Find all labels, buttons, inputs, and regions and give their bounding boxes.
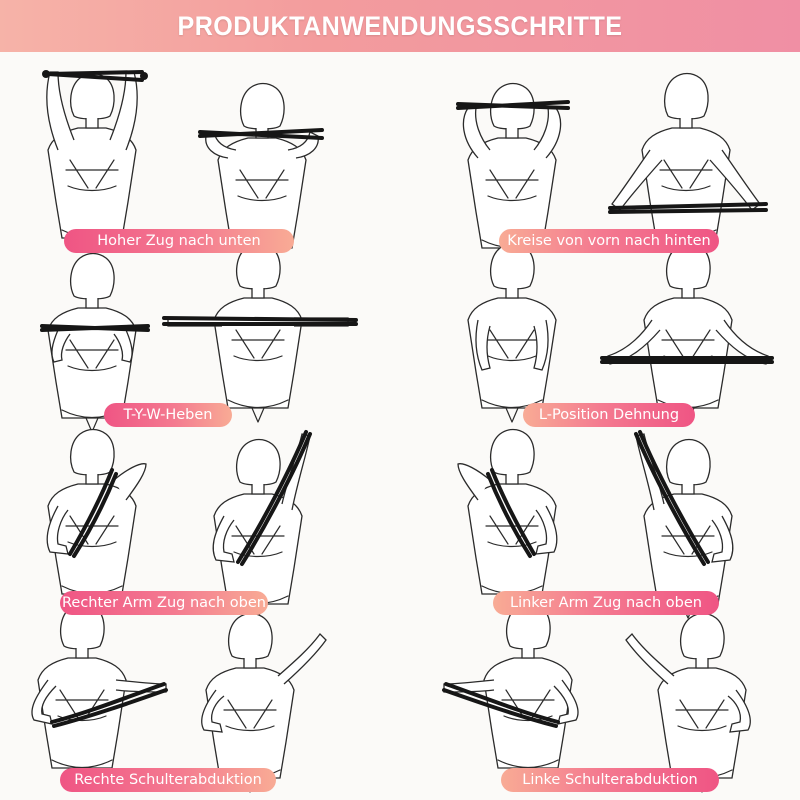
figure-left-shoulder-abduction-2 [626, 614, 750, 793]
figure-tyw-raise-2 [164, 244, 356, 423]
figure-circles-front-back-2 [610, 74, 766, 253]
figure-l-position-stretch-2 [602, 244, 772, 423]
figure-left-shoulder-abduction-1 [444, 604, 578, 783]
figure-right-arm-pull-up-1 [47, 430, 146, 609]
exercise-label-circles-front-back: Kreise von vorn nach hinten [499, 229, 719, 253]
figure-right-shoulder-abduction-1 [32, 604, 166, 783]
exercise-label-left-arm-pull-up: Linker Arm Zug nach oben [493, 591, 719, 615]
exercise-label-right-arm-pull-up: Rechter Arm Zug nach oben [60, 591, 268, 615]
page-title: PRODUKTANWENDUNGSSCHRITTE [177, 10, 623, 41]
figure-right-shoulder-abduction-2 [202, 614, 326, 793]
exercise-label-l-position-stretch: L-Position Dehnung [523, 403, 695, 427]
exercise-label-left-shoulder-abduction: Linke Schulterabduktion [501, 768, 719, 792]
figure-left-arm-pull-up-1 [458, 430, 557, 609]
exercise-label-tyw-raise: T-Y-W-Heben [104, 403, 232, 427]
exercise-label-right-shoulder-abduction: Rechte Schulterabduktion [60, 768, 276, 792]
exercise-label-high-pull-down: Hoher Zug nach unten [64, 229, 294, 253]
figure-l-position-stretch-1 [468, 244, 556, 423]
figure-high-pull-down-1 [42, 70, 148, 252]
